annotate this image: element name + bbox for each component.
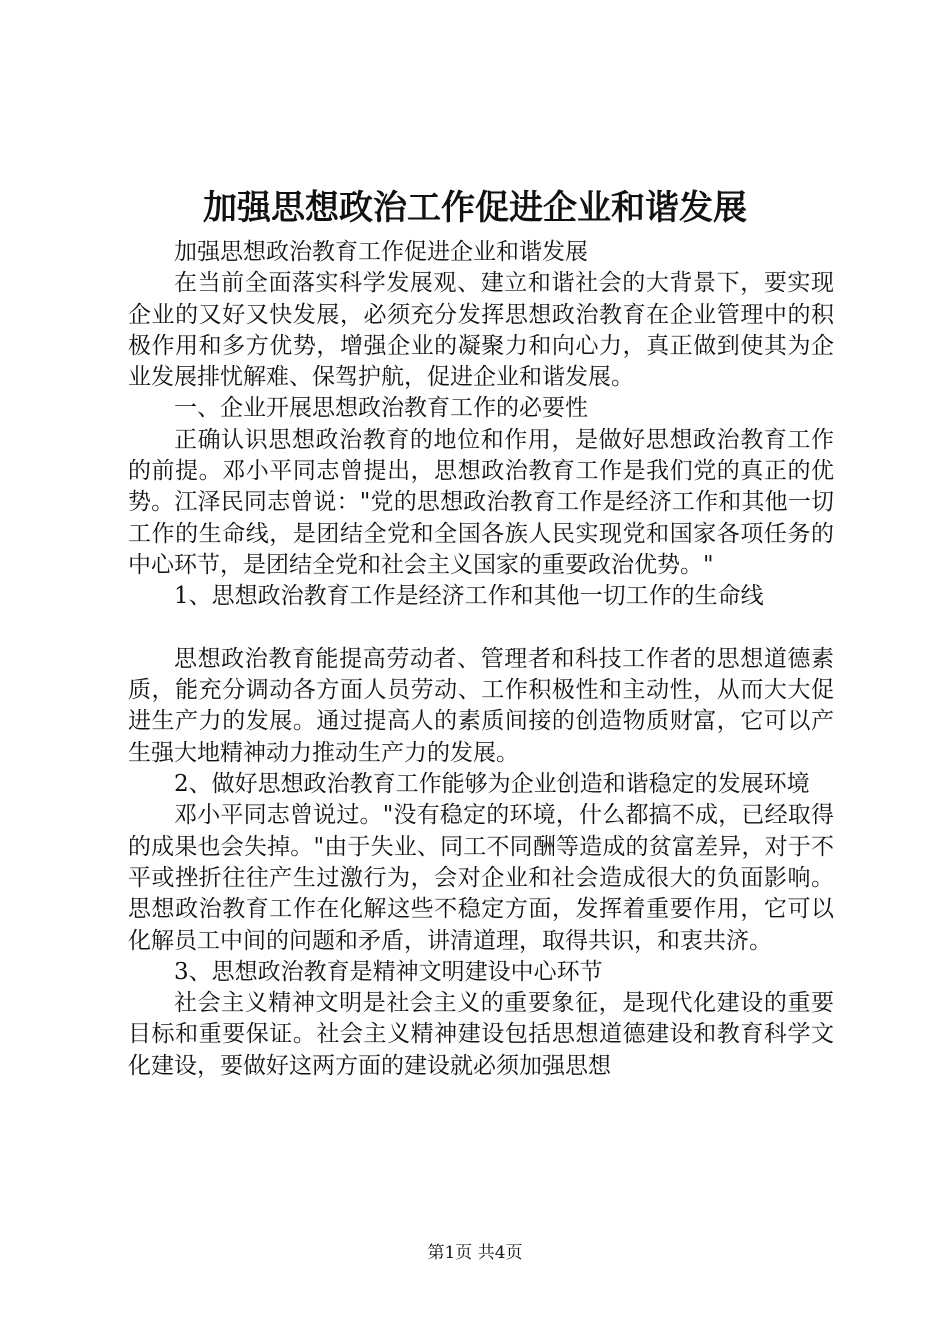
subsection-heading-1: 1、思想政治教育工作是经济工作和其他一切工作的生命线 bbox=[174, 583, 764, 610]
body-paragraph: 社会主义精神文明是社会主义的重要象征，是现代化建设的重要目标和重要保证。社会主义精神建设包括思想道德建设和教育科学文化建设，要做好这两方面的建设就必须加强思想 bbox=[128, 990, 834, 1079]
body-paragraph: 邓小平同志曾说过。"没有稳定的环境，什么都搞不成，已经取得的成果也会失掉。"由于失业、同工不同酬等造成的贫富差异，对于不平或挫折往往产生过激行为，会对企业和社会造成很大的负面影响。思想政治教育工作在化解这些不稳定方面，发挥着重要作用，它可以化解员工中间的问题和矛盾，讲清道理，取得共识，和衷共济。 bbox=[128, 802, 834, 954]
page-number-footer: 第1页 共4页 bbox=[427, 1243, 523, 1263]
body-paragraph: 正确认识思想政治教育的地位和作用，是做好思想政治教育工作的前提。邓小平同志曾提出，思想政治教育工作是我们党的真正的优势。江泽民同志曾说："党的思想政治教育工作是经济工作和其他一切工作的生命线，是团结全党和全国各族人民实现党和国家各项任务的中心环节，是团结全党和社会主义国家的重要政治优势。" bbox=[128, 426, 834, 578]
body-paragraph: 思想政治教育能提高劳动者、管理者和科技工作者的思想道德素质，能充分调动各方面人员劳动、工作积极性和主动性，从而大大促进生产力的发展。通过提高人的素质间接的创造物质财富，它可以产生强大地精神动力推动生产力的发展。 bbox=[128, 645, 834, 766]
subsection-heading-3: 3、思想政治教育是精神文明建设中心环节 bbox=[174, 958, 603, 985]
subsection-heading-2: 2、做好思想政治教育工作能够为企业创造和谐稳定的发展环境 bbox=[174, 771, 810, 798]
blank-line bbox=[128, 613, 834, 644]
subtitle-paragraph: 加强思想政治教育工作促进企业和谐发展 bbox=[174, 239, 588, 265]
section-heading-1: 一、企业开展思想政治教育工作的必要性 bbox=[174, 395, 588, 422]
document-body bbox=[128, 237, 834, 1082]
intro-paragraph: 在当前全面落实科学发展观、建立和谐社会的大背景下，要实现企业的又好又快发展，必须充分发挥思想政治教育在企业管理中的积极作用和多方优势，增强企业的凝聚力和向心力，真正做到使其为企业发展排忧解难、保驾护航，促进企业和谐发展。 bbox=[128, 270, 834, 391]
document-title: 加强思想政治工作促进企业和谐发展 bbox=[203, 188, 747, 228]
